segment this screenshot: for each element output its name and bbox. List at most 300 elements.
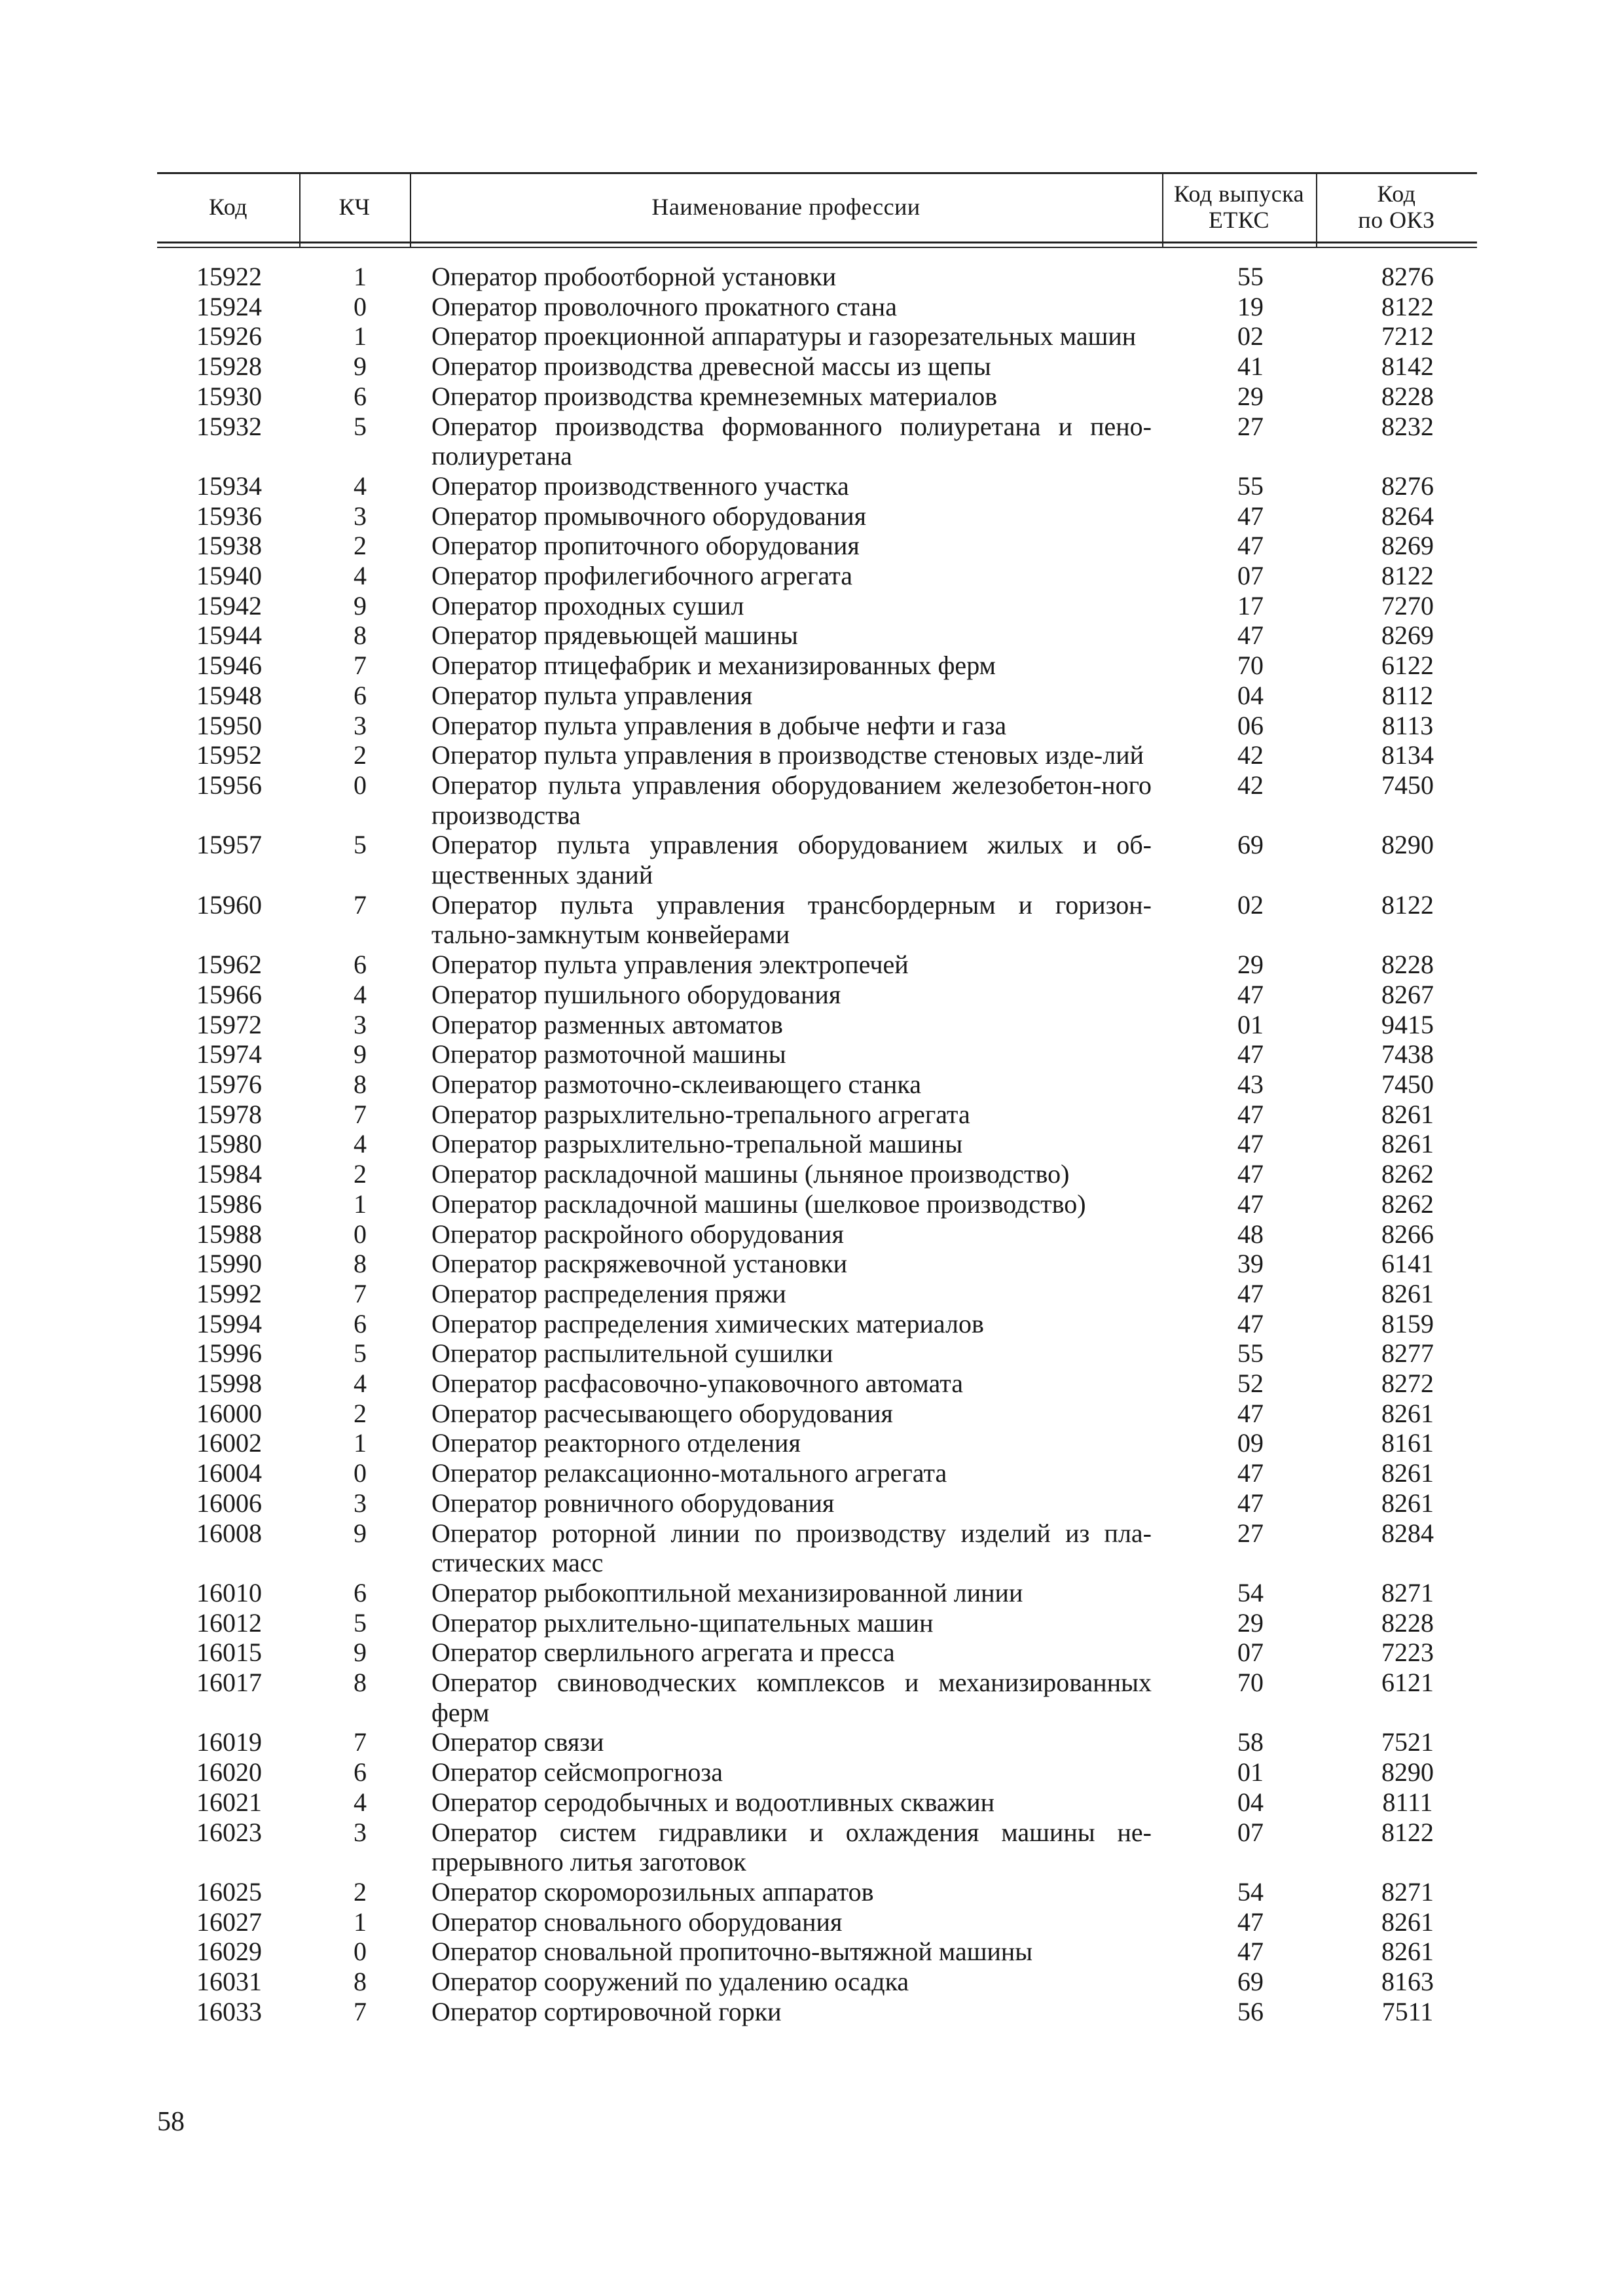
row-okz-code: 8264 [1381,501,1434,531]
row-okz-code: 8134 [1381,740,1434,770]
row-code: 15924 [196,291,262,321]
row-profession-name: Оператор сверлильного агрегата и пресса [431,1638,895,1668]
table-row [0,1638,1623,1668]
table-row [0,1488,1623,1518]
row-kch: 6 [354,1308,367,1338]
row-etks-code: 42 [1237,770,1264,800]
row-profession-name: Оператор профилегибочного агрегата [431,561,852,591]
row-profession-name: Оператор размоточно-склеивающего станка [431,1069,921,1099]
row-etks-code: 42 [1237,740,1264,770]
row-kch: 6 [354,950,367,980]
row-kch: 4 [354,471,367,501]
row-etks-code: 70 [1237,1668,1264,1698]
row-etks-code: 47 [1237,1398,1264,1428]
row-profession-name: Оператор пульта управления в добыче нефти и газа [431,710,1007,740]
row-etks-code: 56 [1237,1996,1264,2026]
table-row [0,1399,1623,1429]
row-code: 16033 [196,1996,262,2026]
row-etks-code: 29 [1237,381,1264,411]
row-etks-code: 43 [1237,1069,1264,1099]
row-profession-name: Оператор пульта управления оборудованием железобетон-ного производства [431,770,1152,830]
row-okz-code: 8261 [1381,1278,1434,1308]
row-okz-code: 8228 [1381,381,1434,411]
row-profession-name: Оператор рыбокоптильной механизированной линии [431,1577,1023,1607]
row-profession-name: Оператор производства древесной массы из щепы [431,351,991,382]
table-row [0,1100,1623,1130]
row-okz-code: 8163 [1381,1967,1434,1997]
table-body [0,262,1623,2026]
row-etks-code: 55 [1237,471,1264,501]
row-etks-code: 27 [1237,1518,1264,1548]
row-profession-name: Оператор раскладочной машины (льняное производство) [431,1159,1070,1189]
row-kch: 0 [354,291,367,321]
row-etks-code: 07 [1237,1817,1264,1847]
row-etks-code: 69 [1237,1967,1264,1997]
row-code: 15948 [196,680,262,710]
row-profession-name: Оператор пушильного оборудования [431,979,841,1009]
row-okz-code: 6121 [1381,1668,1434,1698]
table-row [0,830,1623,889]
table-row [0,1159,1623,1189]
row-etks-code: 58 [1237,1727,1264,1757]
table-row [0,1818,1623,1877]
row-kch: 5 [354,830,367,860]
table-row [0,1369,1623,1399]
row-okz-code: 8261 [1381,1099,1434,1129]
table-row [0,501,1623,531]
row-etks-code: 52 [1237,1369,1264,1399]
row-kch: 5 [354,1607,367,1638]
row-okz-code: 7223 [1381,1638,1434,1668]
row-okz-code: 8269 [1381,620,1434,651]
table-row [0,382,1623,412]
row-okz-code: 8232 [1381,411,1434,441]
table-row [0,681,1623,711]
row-kch: 8 [354,1249,367,1279]
row-code: 16010 [196,1577,262,1607]
row-code: 15950 [196,710,262,740]
row-okz-code: 8272 [1381,1369,1434,1399]
row-okz-code: 8269 [1381,531,1434,561]
row-kch: 7 [354,1996,367,2026]
header-etks-label-line2: ЕТКС [1208,207,1270,233]
header-name-label: Наименование профессии [651,194,921,220]
row-okz-code: 7511 [1381,1996,1434,2026]
row-etks-code: 41 [1237,351,1264,382]
table-row [0,1937,1623,1967]
row-code: 15962 [196,950,262,980]
row-okz-code: 7450 [1381,770,1434,800]
header-kch [299,172,410,242]
row-okz-code: 8262 [1381,1189,1434,1219]
row-kch: 2 [354,1398,367,1428]
row-profession-name: Оператор сортировочной горки [431,1996,782,2026]
row-code: 15956 [196,770,262,800]
row-code: 15934 [196,471,262,501]
row-profession-name: Оператор проволочного прокатного стана [431,291,897,321]
row-etks-code: 04 [1237,1787,1264,1817]
row-code: 15928 [196,351,262,382]
row-profession-name: Оператор раскладочной машины (шелковое производство) [431,1189,1086,1219]
row-profession-name: Оператор свиноводческих комплексов и механизированных ферм [431,1668,1152,1727]
row-okz-code: 8261 [1381,1488,1434,1518]
row-okz-code: 7438 [1381,1039,1434,1069]
row-profession-name: Оператор пульта управления в производстве стеновых изде-лий [431,740,1144,770]
row-code: 15942 [196,590,262,620]
table-row [0,292,1623,322]
header-code [157,172,299,242]
table-row [0,1458,1623,1488]
row-profession-name: Оператор роторной линии по производству изделий из пла-стических масс [431,1518,1152,1578]
row-kch: 8 [354,1967,367,1997]
row-profession-name: Оператор разрыхлительно-трепальной машины [431,1129,963,1159]
row-profession-name: Оператор связи [431,1727,604,1757]
row-etks-code: 29 [1237,1607,1264,1638]
row-kch: 8 [354,1668,367,1698]
row-code: 15952 [196,740,262,770]
row-kch: 6 [354,680,367,710]
row-code: 15984 [196,1159,262,1189]
row-kch: 3 [354,1488,367,1518]
row-profession-name: Оператор серодобычных и водоотливных скважин [431,1787,994,1817]
row-code: 15978 [196,1099,262,1129]
row-code: 15944 [196,620,262,651]
row-etks-code: 54 [1237,1876,1264,1907]
row-kch: 6 [354,1757,367,1787]
header-okz-label-line1: Код [1377,181,1416,207]
table-row [0,890,1623,950]
row-profession-name: Оператор распределения пряжи [431,1278,786,1308]
table-row [0,1069,1623,1100]
row-kch: 7 [354,1278,367,1308]
row-okz-code: 8111 [1382,1787,1433,1817]
table-row [0,711,1623,741]
row-kch: 4 [354,1129,367,1159]
row-code: 16000 [196,1398,262,1428]
row-code: 16004 [196,1458,262,1488]
row-etks-code: 07 [1237,561,1264,591]
row-okz-code: 8290 [1381,830,1434,860]
row-kch: 2 [354,531,367,561]
table-row [0,1967,1623,1997]
row-etks-code: 47 [1237,1129,1264,1159]
row-okz-code: 8276 [1381,262,1434,291]
row-kch: 0 [354,770,367,800]
table-row [0,1219,1623,1249]
table-row [0,1129,1623,1159]
row-kch: 7 [354,889,367,920]
row-profession-name: Оператор ровничного оборудования [431,1488,835,1518]
row-code: 16019 [196,1727,262,1757]
row-etks-code: 04 [1237,680,1264,710]
row-etks-code: 47 [1237,1937,1264,1967]
table-row [0,1608,1623,1638]
row-kch: 6 [354,1577,367,1607]
row-code: 16012 [196,1607,262,1638]
row-okz-code: 8276 [1381,471,1434,501]
table-row [0,1518,1623,1578]
row-code: 15936 [196,501,262,531]
row-profession-name: Оператор пробоотборной установки [431,262,837,291]
row-kch: 7 [354,651,367,681]
table-row [0,1338,1623,1369]
row-profession-name: Оператор производства формованного полиуретана и пено-полиуретана [431,411,1152,471]
row-kch: 7 [354,1099,367,1129]
row-okz-code: 8290 [1381,1757,1434,1787]
row-code: 15976 [196,1069,262,1099]
row-profession-name: Оператор проходных сушил [431,590,744,620]
row-okz-code: 7450 [1381,1069,1434,1099]
row-okz-code: 6141 [1381,1249,1434,1279]
row-profession-name: Оператор прядевьющей машины [431,620,798,651]
row-etks-code: 47 [1237,1488,1264,1518]
row-kch: 2 [354,1159,367,1189]
row-kch: 3 [354,1009,367,1039]
row-profession-name: Оператор распылительной сушилки [431,1338,833,1369]
table-row [0,1010,1623,1040]
header-profession-name [410,172,1162,242]
row-code: 15994 [196,1308,262,1338]
table-row [0,1787,1623,1818]
row-profession-name: Оператор размоточной машины [431,1039,786,1069]
row-profession-name: Оператор раскряжевочной установки [431,1249,848,1279]
row-code: 15957 [196,830,262,860]
row-etks-code: 48 [1237,1219,1264,1249]
header-okz-code [1316,172,1477,242]
row-profession-name: Оператор птицефабрик и механизированных ферм [431,651,996,681]
row-kch: 9 [354,1518,367,1548]
row-etks-code: 27 [1237,411,1264,441]
header-bottom-rule-double [157,247,1477,248]
row-profession-name: Оператор пульта управления трансбордерным и горизон-тально-замкнутым конвейерами [431,889,1152,950]
row-profession-name: Оператор пропиточного оборудования [431,531,860,561]
table-row [0,321,1623,351]
row-okz-code: 9415 [1381,1009,1434,1039]
row-etks-code: 17 [1237,590,1264,620]
row-profession-name: Оператор расфасовочно-упаковочного автомата [431,1369,963,1399]
row-okz-code: 8112 [1381,680,1434,710]
row-kch: 1 [354,1907,367,1937]
table-header [157,172,1477,247]
row-etks-code: 47 [1237,620,1264,651]
table-row [0,740,1623,770]
row-okz-code: 8161 [1381,1428,1434,1458]
row-okz-code: 8261 [1381,1937,1434,1967]
row-etks-code: 69 [1237,830,1264,860]
table-row [0,412,1623,471]
row-code: 15946 [196,651,262,681]
row-okz-code: 7521 [1381,1727,1434,1757]
row-code: 16021 [196,1787,262,1817]
row-etks-code: 70 [1237,651,1264,681]
row-kch: 3 [354,1817,367,1847]
row-etks-code: 47 [1237,979,1264,1009]
row-etks-code: 29 [1237,950,1264,980]
row-okz-code: 7270 [1381,590,1434,620]
row-kch: 5 [354,1338,367,1369]
row-etks-code: 47 [1237,1458,1264,1488]
row-code: 16027 [196,1907,262,1937]
row-kch: 9 [354,1039,367,1069]
row-code: 16006 [196,1488,262,1518]
row-okz-code: 8122 [1381,1817,1434,1847]
row-etks-code: 47 [1237,1278,1264,1308]
row-okz-code: 7212 [1381,321,1434,351]
row-code: 15980 [196,1129,262,1159]
row-okz-code: 8271 [1381,1876,1434,1907]
table-row [0,770,1623,830]
row-code: 16017 [196,1668,262,1698]
header-etks-code [1162,172,1316,242]
row-profession-name: Оператор распределения химических материалов [431,1308,984,1338]
row-etks-code: 47 [1237,1039,1264,1069]
row-code: 16015 [196,1638,262,1668]
row-etks-code: 47 [1237,1189,1264,1219]
row-code: 15938 [196,531,262,561]
table-row [0,262,1623,292]
row-okz-code: 8277 [1381,1338,1434,1369]
row-kch: 8 [354,1069,367,1099]
row-etks-code: 54 [1237,1577,1264,1607]
row-code: 15930 [196,381,262,411]
row-kch: 2 [354,1876,367,1907]
row-okz-code: 8267 [1381,979,1434,1009]
table-row [0,531,1623,561]
row-okz-code: 8262 [1381,1159,1434,1189]
row-kch: 4 [354,1369,367,1399]
row-okz-code: 8266 [1381,1219,1434,1249]
row-kch: 1 [354,321,367,351]
row-kch: 7 [354,1727,367,1757]
row-code: 16031 [196,1967,262,1997]
row-etks-code: 55 [1237,1338,1264,1369]
table-row [0,1578,1623,1608]
row-profession-name: Оператор релаксационно-мотального агрегата [431,1458,947,1488]
table-row [0,351,1623,382]
row-profession-name: Оператор промывочного оборудования [431,501,867,531]
table-row [0,1309,1623,1339]
row-kch: 9 [354,1638,367,1668]
table-row [0,651,1623,681]
row-profession-name: Оператор расчесывающего оборудования [431,1398,893,1428]
table-row [0,1249,1623,1279]
row-code: 15972 [196,1009,262,1039]
row-etks-code: 47 [1237,1159,1264,1189]
row-code: 16025 [196,1876,262,1907]
row-okz-code: 8159 [1381,1308,1434,1338]
table-row [0,620,1623,651]
table-row [0,591,1623,621]
row-okz-code: 8261 [1381,1458,1434,1488]
row-kch: 1 [354,1189,367,1219]
row-kch: 3 [354,501,367,531]
row-kch: 4 [354,1787,367,1817]
table-row [0,1668,1623,1727]
row-kch: 1 [354,262,367,291]
row-code: 15992 [196,1278,262,1308]
row-profession-name: Оператор сооружений по удалению осадка [431,1967,909,1997]
header-kch-label: КЧ [338,194,371,220]
table-row [0,1279,1623,1309]
row-okz-code: 8228 [1381,1607,1434,1638]
page-number: 58 [157,2107,185,2137]
row-profession-name: Оператор систем гидравлики и охлаждения машины не-прерывного литья заготовок [431,1817,1152,1877]
row-profession-name: Оператор рыхлительно-щипательных машин [431,1607,934,1638]
row-kch: 8 [354,620,367,651]
row-etks-code: 02 [1237,321,1264,351]
row-code: 16020 [196,1757,262,1787]
row-etks-code: 47 [1237,501,1264,531]
row-etks-code: 47 [1237,1308,1264,1338]
row-profession-name: Оператор производственного участка [431,471,849,501]
row-etks-code: 07 [1237,1638,1264,1668]
row-code: 16008 [196,1518,262,1548]
row-okz-code: 6122 [1381,651,1434,681]
row-code: 16023 [196,1817,262,1847]
row-etks-code: 39 [1237,1249,1264,1279]
row-profession-name: Оператор производства кремнеземных материалов [431,381,998,411]
row-code: 15990 [196,1249,262,1279]
row-code: 15996 [196,1338,262,1369]
row-kch: 0 [354,1219,367,1249]
row-okz-code: 8122 [1381,889,1434,920]
row-etks-code: 01 [1237,1009,1264,1039]
row-okz-code: 8261 [1381,1129,1434,1159]
row-okz-code: 8122 [1381,291,1434,321]
row-kch: 3 [354,710,367,740]
row-profession-name: Оператор проекционной аппаратуры и газорезательных машин [431,321,1137,351]
header-bottom-rule [157,242,1477,243]
row-etks-code: 01 [1237,1757,1264,1787]
row-etks-code: 47 [1237,1907,1264,1937]
row-okz-code: 8122 [1381,561,1434,591]
row-etks-code: 19 [1237,291,1264,321]
row-code: 16002 [196,1428,262,1458]
table-row [0,1189,1623,1219]
row-kch: 2 [354,740,367,770]
row-profession-name: Оператор реакторного отделения [431,1428,801,1458]
row-profession-name: Оператор разрыхлительно-трепального агрегата [431,1099,970,1129]
row-profession-name: Оператор сновального оборудования [431,1907,843,1937]
table-row [0,980,1623,1010]
header-etks-label-line1: Код выпуска [1173,181,1305,207]
row-code: 15966 [196,979,262,1009]
row-kch: 0 [354,1458,367,1488]
row-kch: 5 [354,411,367,441]
row-kch: 9 [354,590,367,620]
row-profession-name: Оператор скороморозильных аппаратов [431,1876,874,1907]
row-okz-code: 8261 [1381,1907,1434,1937]
row-kch: 4 [354,561,367,591]
table-row [0,561,1623,591]
header-code-label: Код [209,194,247,220]
row-profession-name: Оператор раскройного оборудования [431,1219,844,1249]
row-profession-name: Оператор пульта управления электропечей [431,950,909,980]
row-etks-code: 47 [1237,1099,1264,1129]
row-profession-name: Оператор сейсмопрогноза [431,1757,723,1787]
row-kch: 4 [354,979,367,1009]
row-profession-name: Оператор пульта управления оборудованием жилых и об-щественных зданий [431,830,1152,890]
row-okz-code: 8271 [1381,1577,1434,1607]
table-row [0,950,1623,980]
row-kch: 1 [354,1428,367,1458]
row-etks-code: 47 [1237,531,1264,561]
table-row [0,1039,1623,1069]
table-row [0,1727,1623,1757]
row-etks-code: 02 [1237,889,1264,920]
row-profession-name: Оператор разменных автоматов [431,1009,783,1039]
table-row [0,471,1623,501]
